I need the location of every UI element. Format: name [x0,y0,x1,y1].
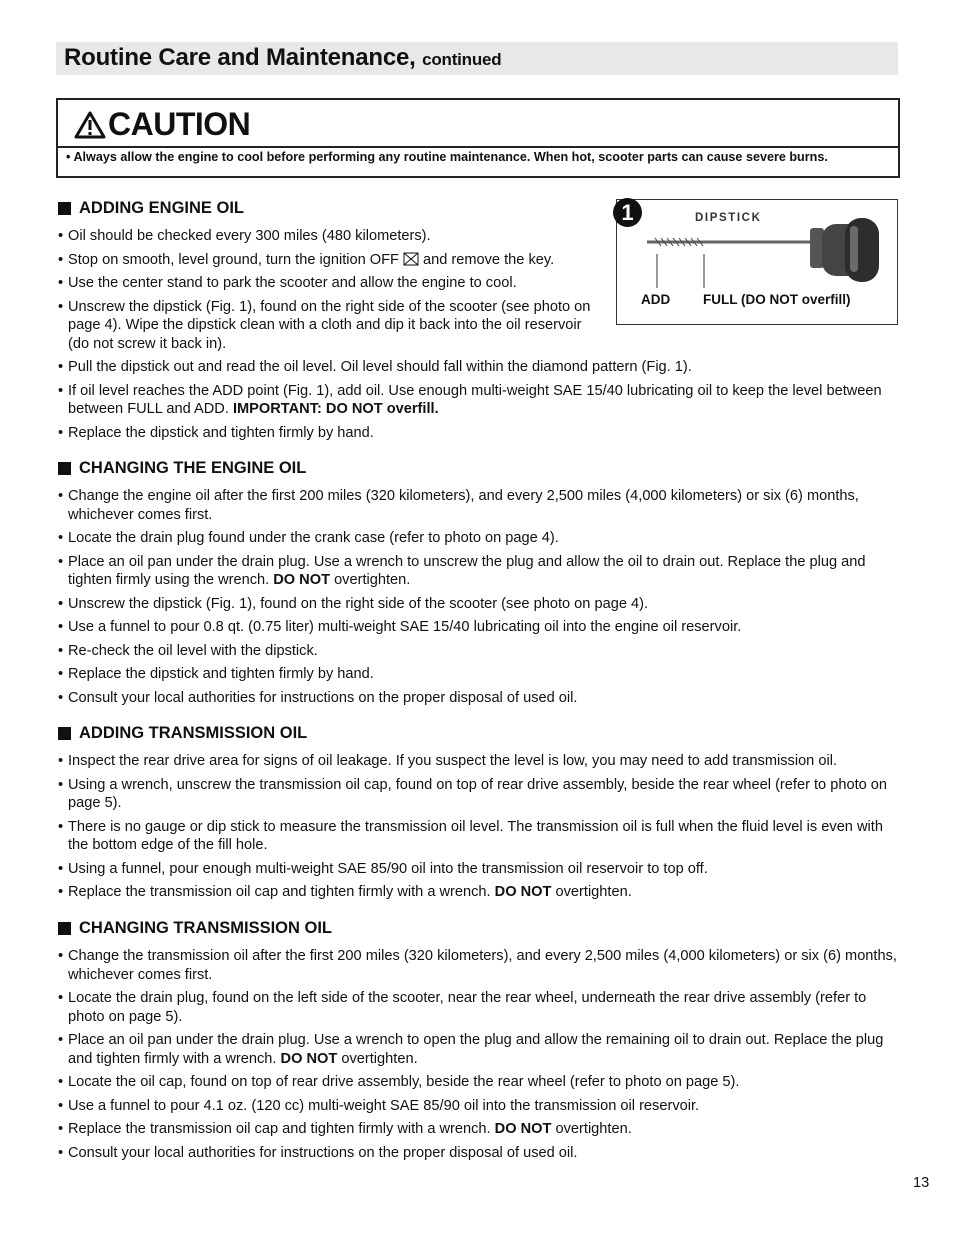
figure-full-label: FULL (DO NOT overfill) [703,292,851,307]
list-item [58,274,598,293]
page-title-continued: continued [422,50,502,69]
warning-emphasis: DO NOT [494,884,552,900]
list-item [58,883,898,902]
list-item [58,860,898,879]
list-item [58,1097,898,1116]
list-item [58,618,898,637]
square-bullet-icon [58,202,71,215]
list-item-text: Change the transmission oil after the first 200 miles (320 kilometers), and every 2,500 miles (4,000 kilometers) or six (6) months, whichever comes first. [68,948,897,983]
list-item [58,227,598,246]
page-title-text: Routine Care and Maintenance, [64,44,416,71]
list-item-text: overtighten. [555,1121,632,1137]
square-bullet-icon [58,462,71,475]
section-header-bar [56,42,898,75]
list-item-text: Replace the transmission oil cap and tighten firmly with a wrench. [68,884,491,900]
caution-text: • Always allow the engine to cool before performing any routine maintenance. When hot, scooter parts can cause severe burns. [66,150,828,164]
list-item-text: Inspect the rear drive area for signs of oil leakage. If you suspect the level is low, you may need to add transmission oil. [68,753,838,769]
list-item [58,752,898,771]
list-item-text: overtighten. [341,1050,418,1067]
figure-number-badge: 1 [613,198,642,227]
changing-engine-oil-list [58,487,898,712]
section-title: CHANGING TRANSMISSION OIL [79,919,333,937]
caution-title-text: CAUTION [108,106,251,142]
page-title [64,44,502,72]
caution-heading [74,106,250,143]
figure-add-label: ADD [641,292,671,307]
list-item [58,642,898,661]
section-title: ADDING ENGINE OIL [79,199,245,217]
list-item [58,487,898,524]
square-bullet-icon [58,727,71,740]
list-item-text: Consult your local authorities for instructions on the proper disposal of used oil. [68,1144,578,1161]
figure-dipstick [616,199,898,325]
list-item-text: Re-check the oil level with the dipstick. [68,642,318,659]
caution-divider [58,146,898,148]
adding-engine-oil-list-top [58,227,598,358]
list-item-text: Use a funnel to pour 4.1 oz. (120 cc) multi-weight SAE 85/90 oil into the transmission oil reservoir. [68,1097,700,1114]
list-item-text: If oil level reaches the ADD point (Fig. 1), add oil. Use enough multi-weight SAE 15/40 lubricating oil to keep the level between between FULL and ADD. [68,382,882,417]
list-item-text: Use the center stand to park the scooter and allow the engine to cool. [68,275,517,291]
list-item [58,595,898,614]
list-item-text: and remove the key. [422,251,555,268]
list-item-text: overtighten. [555,884,632,900]
list-item-text: Use a funnel to pour 0.8 qt. (0.75 liter) multi-weight SAE 15/40 lubricating oil into the engine oil reservoir. [68,619,742,635]
list-item-text: Replace the dipstick and tighten firmly by hand. [68,666,374,682]
list-item [58,689,898,708]
warning-triangle-icon [74,111,106,139]
list-item [58,1031,898,1068]
caution-box [56,98,900,178]
list-item-text: There is no gauge or dip stick to measure the transmission oil level. The transmission oil is full when the fluid level is even with the bottom edge of the fill hole. [68,818,883,853]
list-item-text: Change the engine oil after the first 200 miles (320 kilometers), and every 2,500 miles (4,000 kilometers) or six (6) months, whichever comes first. [68,488,859,523]
list-item [58,382,898,419]
list-item [58,1120,898,1139]
list-item-text: Locate the oil cap, found on top of rear drive assembly, beside the rear wheel (refer to photo on page 5). [68,1074,740,1090]
list-item [58,1073,898,1092]
list-item-text: Consult your local authorities for instructions on the proper disposal of used oil. [68,689,578,706]
figure-dipstick-label: DIPSTICK [695,212,762,224]
list-item [58,529,898,548]
warning-emphasis: DO NOT [273,572,330,588]
list-item [58,358,898,377]
list-item [58,553,898,590]
list-item [58,251,598,270]
list-item-text: Place an oil pan under the drain plug. Use a wrench to open the plug and allow the remaining oil to drain out. Replace the plug and tighten firmly with a wrench. [68,1032,884,1067]
list-item [58,818,898,855]
section-heading-changing-engine-oil [58,459,306,478]
list-item [58,1144,898,1163]
section-title: CHANGING THE ENGINE OIL [79,459,307,477]
list-item [58,947,898,984]
ignition-off-icon [403,252,419,266]
list-item [58,665,898,684]
section-heading-changing-transmission-oil [58,919,332,938]
warning-emphasis: DO NOT [494,1121,552,1137]
list-item-text: Using a wrench, unscrew the transmission oil cap, found on top of rear drive assembly, beside the rear wheel (refer to photo on page 5). [68,776,888,811]
list-item-text: Unscrew the dipstick (Fig. 1), found on the right side of the scooter (see photo on page 4). Wipe the dipstick clean with a cloth and dip it back into the oil reservoir (do not screw it back in). [68,298,591,352]
list-item-text: overtighten. [334,572,411,588]
list-item-text: Place an oil pan under the drain plug. Use a wrench to unscrew the plug and allow the oil to drain out. Replace the plug and tighten firmly using the wrench. [68,553,866,588]
warning-emphasis: DO NOT [280,1050,338,1067]
list-item-text: Unscrew the dipstick (Fig. 1), found on the right side of the scooter (see photo on page 4). [68,595,649,612]
adding-engine-oil-list-bottom [58,358,898,447]
list-item [58,989,898,1026]
list-item-text: Replace the transmission oil cap and tighten firmly with a wrench. [68,1121,491,1137]
important-notice: IMPORTANT: DO NOT overfill. [232,401,439,417]
list-item-text: Locate the drain plug, found on the left side of the scooter, near the rear wheel, underneath the rear drive assembly (refer to photo on page 5). [68,990,867,1025]
section-title: ADDING TRANSMISSION OIL [79,724,308,742]
list-item-text: Locate the drain plug found under the crank case (refer to photo on page 4). [68,530,559,546]
list-item [58,298,598,354]
page-number: 13 [913,1175,930,1191]
list-item [58,424,898,443]
adding-transmission-oil-list [58,752,898,907]
square-bullet-icon [58,922,71,935]
list-item-text: Oil should be checked every 300 miles (480 kilometers). [68,228,431,244]
list-item-text: Replace the dipstick and tighten firmly by hand. [68,424,374,441]
section-heading-adding-engine-oil [58,199,244,218]
section-heading-adding-transmission-oil [58,724,307,743]
list-item-text: Stop on smooth, level ground, turn the ignition OFF [68,251,399,268]
list-item-text: Using a funnel, pour enough multi-weight SAE 85/90 oil into the transmission oil reservoir to top off. [68,860,708,877]
list-item-text: Pull the dipstick out and read the oil level. Oil level should fall within the diamond pattern (Fig. 1). [68,359,692,375]
changing-transmission-oil-list [58,947,898,1167]
list-item [58,776,898,813]
